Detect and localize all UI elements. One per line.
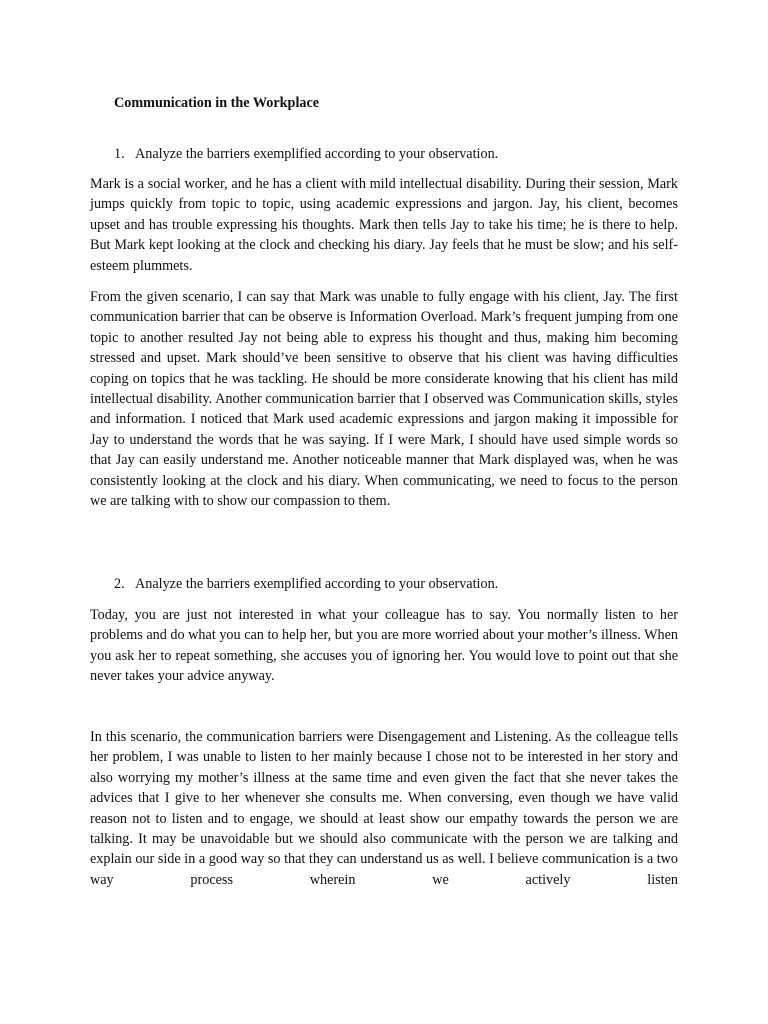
question-1-number: 1. — [114, 146, 125, 162]
question-2 — [114, 574, 674, 594]
question-2-number: 2. — [114, 576, 125, 592]
question-2-text: Analyze the barriers exemplified according to your observation. — [135, 576, 499, 592]
question-1 — [114, 144, 674, 164]
answer-2-paragraph: In this scenario, the communication barriers were Disengagement and Listening. As the colleague tells her problem, I was unable to listen to her mainly because I chose not to be interested in her story and also worrying my mother’s illness at the same time and even given the fact that she never takes the advices that I give to her whenever she consults me. When conversing, even though we have valid reason not to listen and to engage, we should at least show our empathy towards the person we are talking. It may be unavoidable but we should also communicate with the person we are talking and explain our side in a good way so that they can understand us as well. I believe communication is a two way process wherein we actively listen — [90, 729, 678, 888]
page-title: Communication in the Workplace — [114, 95, 320, 111]
scenario-1-paragraph: Mark is a social worker, and he has a client with mild intellectual disability. During their session, Mark jumps quickly from topic to topic, using academic expressions and jargon. Jay, his client, becomes upset and has trouble expressing his thoughts. Mark then tells Jay to take his time; he is there to help. But Mark kept looking at the clock and checking his diary. Jay feels that he must be slow; and his self-esteem plummets. — [90, 176, 678, 274]
question-1-text: Analyze the barriers exemplified according to your observation. — [135, 146, 499, 162]
scenario-2-paragraph: Today, you are just not interested in what your colleague has to say. You normally listen to her problems and do what you can to help her, but you are more worried about your mother’s illness. When you ask her to repeat something, she accuses you of ignoring her. You would love to point out that she never takes your advice anyway. — [90, 607, 678, 685]
answer-1-paragraph: From the given scenario, I can say that Mark was unable to fully engage with his client, Jay. The first communication barrier that can be observe is Information Overload. Mark’s frequent jumping from one topic to another resulted Jay not being able to express his thought and thus, making him becoming stressed and upset. Mark should’ve been sensitive to observe that his client was having difficulties coping on topics that he was tackling. He should be more considerate knowing that his client has mild intellectual disability. Another communication barrier that I observed was Communication skills, styles and information. I noticed that Mark used academic expressions and jargon making it impossible for Jay to understand the words that he was saying. If I were Mark, I should have used simple words so that Jay can easily understand me. Another noticeable manner that Mark displayed was, when he was consistently looking at the clock and his diary. When communicating, we need to focus to the person we are talking with to show our compassion to them. — [90, 289, 678, 510]
